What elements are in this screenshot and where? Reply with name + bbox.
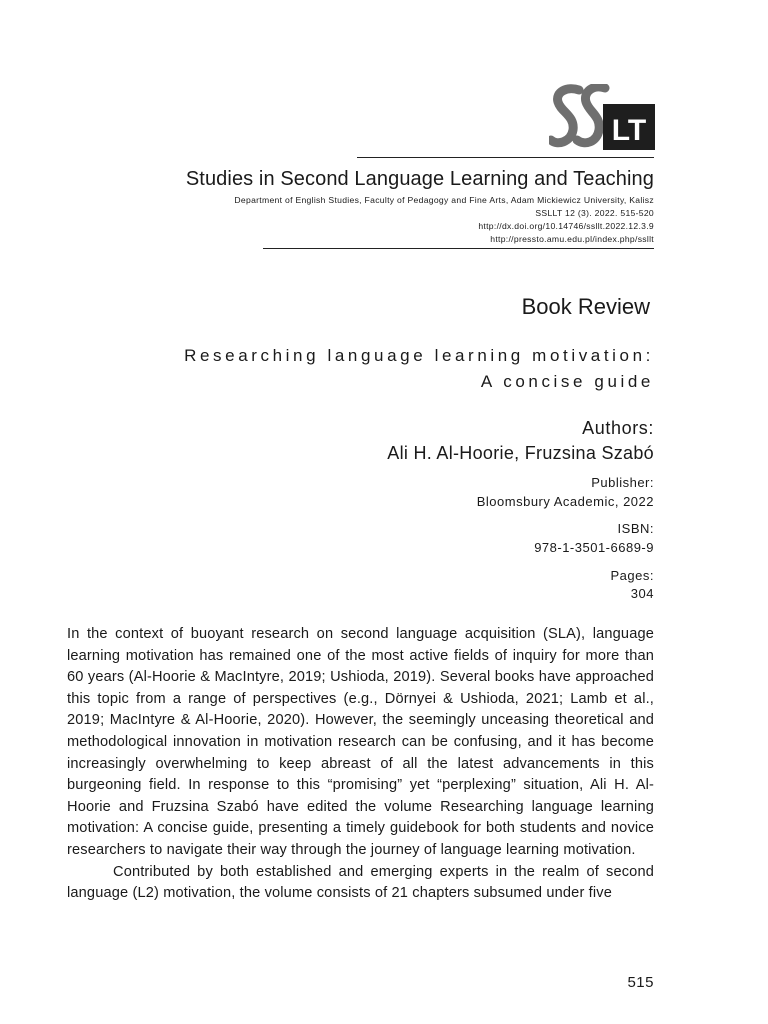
logo-box-text: LT xyxy=(611,114,647,147)
isbn-value: 978-1-3501-6689-9 xyxy=(534,540,654,555)
journal-department: Department of English Studies, Faculty of Pedagogy and Fine Arts, Adam Mickiewicz University, Kalisz xyxy=(234,195,654,205)
review-body xyxy=(67,624,654,905)
journal-title: Studies in Second Language Learning and Teaching xyxy=(185,168,654,190)
book-title-line1: Researching language learning motivation: xyxy=(184,346,654,365)
authors-names: Ali H. Al-Hoorie, Fruzsina Szabó xyxy=(387,443,654,463)
body-paragraph-1: In the context of buoyant research on second language acquisition (SLA), language learning motivation has remained one of the most active fields of inquiry for more than 60 years (Al-Hoorie & MacIntyre, 2019; Ushioda, 2019). Several books have approached this topic from a range of perspectives (e.g., Dörnyei & Ushioda, 2021; Lamb et al., 2019; MacIntyre & Al-Hoorie, 2020). However, the seemingly unceasing theoretical and methodological innovation in motivation research can be confusing, and it has become increasingly overwhelming to keep abreast of all the latest advancements in this burgeoning field. In response to this “promising” yet “perplexing” situation, Ali H. Al-Hoorie and Fruzsina Szabó have edited the volume Researching language learning motivation: A concise guide, presenting a timely guidebook for both students and novice researchers to navigate their way through the journey of language learning motivation. xyxy=(67,626,654,858)
page-number: 515 xyxy=(627,974,654,991)
journal-logo xyxy=(549,84,655,150)
publisher-label: Publisher: xyxy=(591,475,654,490)
journal-doi-link[interactable]: http://dx.doi.org/10.14746/ssllt.2022.12.3.9 xyxy=(478,221,654,231)
book-title-line2: A concise guide xyxy=(480,372,654,391)
authors-label: Authors: xyxy=(582,418,654,438)
section-label: Book Review xyxy=(521,294,650,319)
header-rule-bottom xyxy=(263,248,654,249)
isbn-label: ISBN: xyxy=(617,521,654,536)
body-paragraph-2: Contributed by both established and emerging experts in the realm of second language (L2) motivation, the volume consists of 21 chapters subsumed under five xyxy=(67,863,654,902)
pages-value: 304 xyxy=(630,586,654,601)
journal-citation: SSLLT 12 (3). 2022. 515-520 xyxy=(535,208,654,218)
pages-label: Pages: xyxy=(610,568,654,583)
publisher-value: Bloomsbury Academic, 2022 xyxy=(476,494,654,509)
logo-script-letters xyxy=(551,87,605,143)
journal-url-link[interactable]: http://pressto.amu.edu.pl/index.php/ssllt xyxy=(490,234,654,244)
header-rule-top xyxy=(357,157,654,158)
